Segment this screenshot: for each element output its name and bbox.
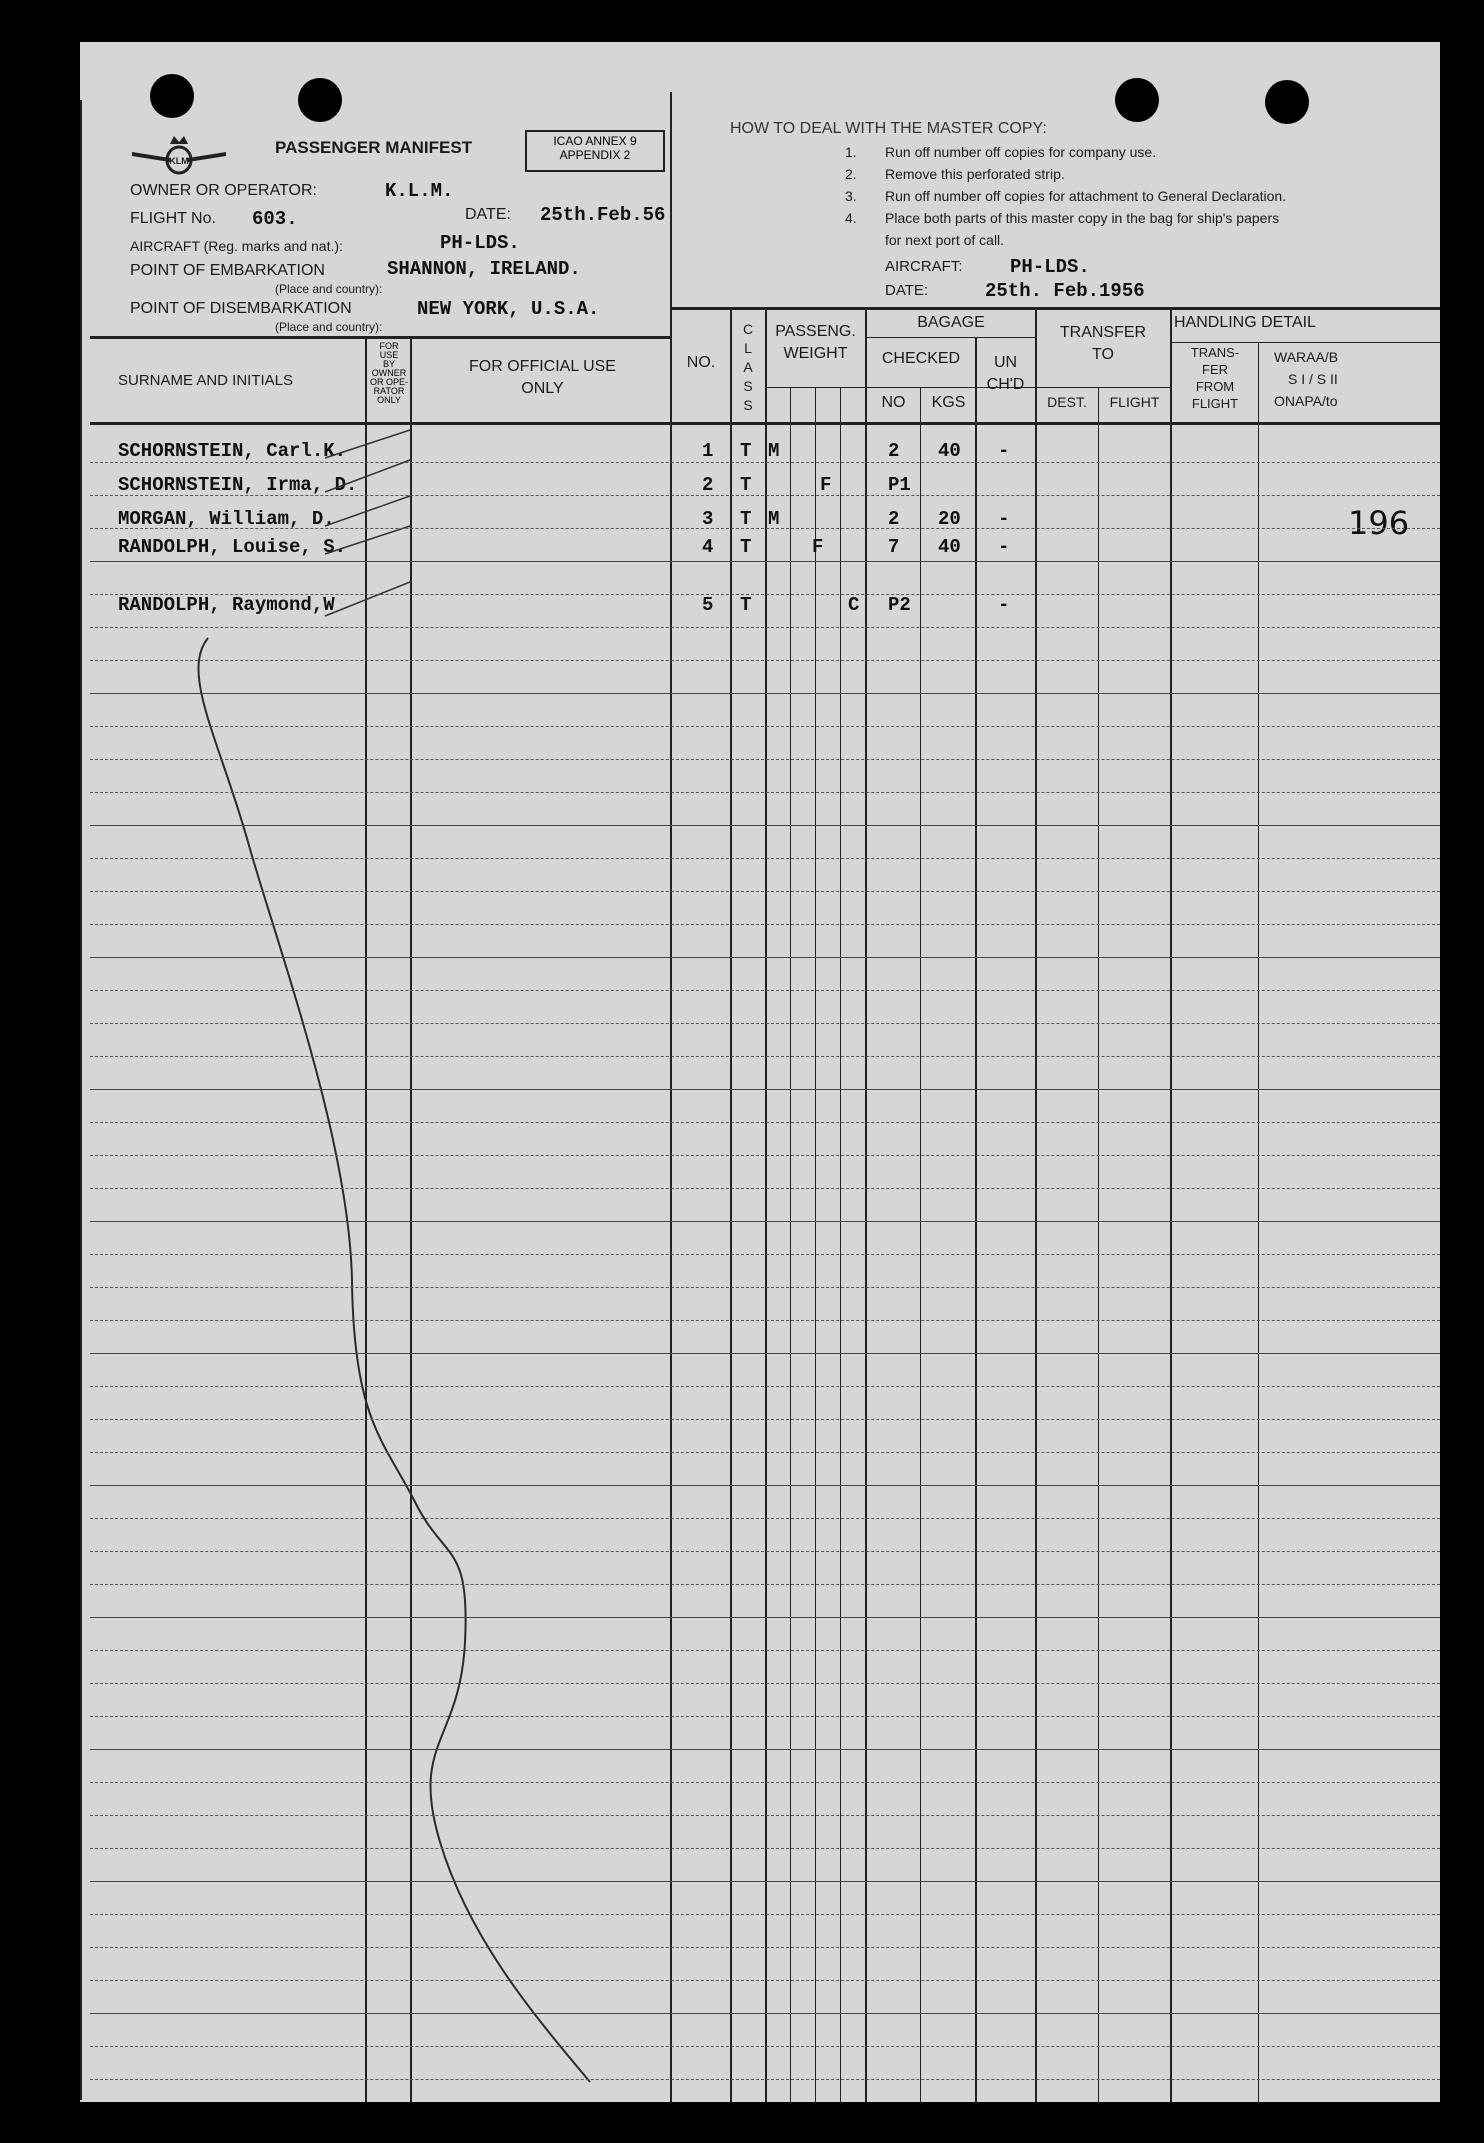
passenger-weight-m: M xyxy=(768,440,780,462)
rule-line xyxy=(90,1782,1440,1783)
rule-line xyxy=(90,1617,1440,1618)
instructions-heading: HOW TO DEAL WITH THE MASTER COPY: xyxy=(730,120,1047,137)
col-waraa-3: ONAPA/to xyxy=(1274,393,1338,409)
rule-line xyxy=(90,891,1440,892)
passenger-no: 3 xyxy=(702,508,714,530)
disembark-label: POINT OF DISEMBARKATION xyxy=(130,300,352,317)
owner-label: OWNER OR OPERATOR: xyxy=(130,182,317,199)
passenger-kgs: 20 xyxy=(938,508,961,530)
rule-line xyxy=(90,1155,1440,1156)
col-official-2: ONLY xyxy=(521,380,564,397)
col-waraa-2: S I / S II xyxy=(1288,371,1338,387)
rule-line xyxy=(90,462,1440,463)
col-flight: FLIGHT xyxy=(1109,394,1160,410)
flight-value: 603. xyxy=(252,208,298,230)
col-foruse-5: RATOR xyxy=(373,386,405,396)
embark-place-note: (Place and country): xyxy=(275,282,383,296)
passenger-unchd: - xyxy=(998,536,1010,558)
rule-line xyxy=(90,1221,1440,1222)
rule-line xyxy=(90,1881,1440,1882)
col-passeng: PASSENG. xyxy=(775,323,856,340)
manifest-sheet xyxy=(80,42,1440,2102)
rule-line xyxy=(90,1650,1440,1651)
rule-line xyxy=(90,1815,1440,1816)
col-unchd-1: UN xyxy=(993,354,1018,371)
rule-line xyxy=(90,495,1440,496)
passenger-bag-no: 2 xyxy=(888,508,900,530)
instruction-text-3: Run off number off copies for attachment to General Declaration. xyxy=(885,188,1287,204)
rule-line xyxy=(90,825,1440,826)
col-foruse-4: OR OPE- xyxy=(370,377,409,387)
owner-value: K.L.M. xyxy=(385,180,454,202)
passenger-weight-c: C xyxy=(848,594,860,616)
col-class-l: L xyxy=(744,340,752,356)
rule-line xyxy=(90,528,1440,529)
rule-line xyxy=(90,2013,1440,2014)
passenger-class: T xyxy=(740,508,752,530)
rule-line xyxy=(90,957,1440,958)
rule-line xyxy=(90,1485,1440,1486)
instruction-text-4-cont: for next port of call. xyxy=(885,232,1005,248)
col-unchd-2: CH'D xyxy=(986,376,1025,393)
rule-line xyxy=(90,1749,1440,1750)
flight-label: FLIGHT No. xyxy=(130,210,216,227)
rule-line xyxy=(90,2046,1440,2047)
aircraft-value: PH-LDS. xyxy=(440,232,520,254)
passenger-name: SCHORNSTEIN, Irma, D. xyxy=(118,474,358,496)
instruction-text-4: Place both parts of this master copy in the bag for ship's papers xyxy=(885,210,1280,226)
rule-line xyxy=(90,1188,1440,1189)
instr-aircraft-value: PH-LDS. xyxy=(1010,256,1090,278)
rule-line xyxy=(90,1518,1440,1519)
rule-line xyxy=(90,693,1440,694)
passenger-unchd: - xyxy=(998,508,1010,530)
rule-line xyxy=(90,594,1440,595)
passenger-unchd: - xyxy=(998,440,1010,462)
instr-date-value: 25th. Feb.1956 xyxy=(985,280,1145,302)
icao-line1: ICAO ANNEX 9 xyxy=(553,134,637,148)
col-foruse-6: ONLY xyxy=(377,395,401,405)
passenger-no: 2 xyxy=(702,474,714,496)
col-checked: CHECKED xyxy=(881,350,961,367)
instruction-num-3: 3. xyxy=(845,188,857,204)
disembark-value: NEW YORK, U.S.A. xyxy=(417,298,600,320)
passenger-bag-no: P2 xyxy=(888,594,911,616)
rule-line xyxy=(90,1056,1440,1057)
rule-line xyxy=(90,1848,1440,1849)
col-bagage: BAGAGE xyxy=(917,314,985,331)
col-class-s2: S xyxy=(743,397,753,413)
passenger-no: 5 xyxy=(702,594,714,616)
col-to: TO xyxy=(1092,346,1114,363)
passenger-kgs: 40 xyxy=(938,536,961,558)
rule-line xyxy=(90,1023,1440,1024)
passenger-no: 4 xyxy=(702,536,714,558)
rule-line xyxy=(90,1122,1440,1123)
passenger-name: RANDOLPH, Raymond,W xyxy=(118,594,335,616)
date-value: 25th.Feb.56 xyxy=(540,204,666,226)
pen-mark xyxy=(80,42,1440,2102)
passenger-class: T xyxy=(740,594,752,616)
col-official-1: FOR OFFICIAL USE xyxy=(469,358,616,375)
svg-text:KLM: KLM xyxy=(169,156,189,166)
passenger-bag-no: 2 xyxy=(888,440,900,462)
instruction-num-1: 1. xyxy=(845,144,857,160)
rule-line xyxy=(90,1254,1440,1255)
passenger-class: T xyxy=(740,440,752,462)
rule-line xyxy=(90,561,1440,562)
col-class-c: C xyxy=(742,321,754,337)
rule-line xyxy=(90,924,1440,925)
col-waraa-1: WARAA/B xyxy=(1274,349,1339,365)
col-bag-no: NO xyxy=(881,394,906,411)
rule-line xyxy=(90,792,1440,793)
rule-line xyxy=(90,858,1440,859)
embark-label: POINT OF EMBARKATION xyxy=(130,262,325,279)
passenger-weight-f: F xyxy=(812,536,824,558)
rule-line xyxy=(90,1551,1440,1552)
col-foruse-2: BY xyxy=(382,359,395,369)
instruction-num-4: 4. xyxy=(845,210,857,226)
disembark-place-note: (Place and country): xyxy=(275,320,383,334)
rule-line xyxy=(90,1089,1440,1090)
instruction-text-1: Run off number off copies for company use. xyxy=(885,144,1157,160)
col-transfrom-2: FER xyxy=(1202,362,1228,377)
col-surname: SURNAME AND INITIALS xyxy=(118,372,294,389)
passenger-name: SCHORNSTEIN, Carl.K. xyxy=(118,440,347,462)
rule-line xyxy=(90,1386,1440,1387)
passenger-no: 1 xyxy=(702,440,714,462)
passenger-bag-no: 7 xyxy=(888,536,900,558)
col-no: NO. xyxy=(686,354,716,371)
col-transfrom-4: FLIGHT xyxy=(1191,396,1239,411)
col-kgs: KGS xyxy=(931,394,966,411)
instr-aircraft-label: AIRCRAFT: xyxy=(885,258,963,275)
col-weight: WEIGHT xyxy=(783,345,848,362)
rule-line xyxy=(90,759,1440,760)
instruction-num-2: 2. xyxy=(845,166,857,182)
passenger-unchd: - xyxy=(998,594,1010,616)
rule-line xyxy=(90,990,1440,991)
rule-line xyxy=(90,1914,1440,1915)
passenger-name: MORGAN, William, D. xyxy=(118,508,335,530)
rule-line xyxy=(90,1353,1440,1354)
col-transfrom-3: FROM xyxy=(1195,379,1235,394)
rule-line xyxy=(90,1320,1440,1321)
col-foruse-3: OWNER xyxy=(371,368,407,378)
col-foruse-1: FOR USE xyxy=(379,341,399,360)
rule-line xyxy=(90,1683,1440,1684)
rule-line xyxy=(90,627,1440,628)
rule-line xyxy=(90,1947,1440,1948)
col-class-s1: S xyxy=(743,378,753,394)
passenger-weight-f: F xyxy=(820,474,832,496)
rule-line xyxy=(90,1419,1440,1420)
rule-line xyxy=(90,1452,1440,1453)
rule-line xyxy=(90,1584,1440,1585)
col-dest: DEST. xyxy=(1047,394,1087,410)
col-handling: HANDLING DETAIL xyxy=(1174,314,1316,331)
rule-line xyxy=(90,1287,1440,1288)
col-transfrom-1: TRANS- xyxy=(1190,345,1240,360)
rule-line xyxy=(90,1716,1440,1717)
col-transfer: TRANSFER xyxy=(1059,324,1147,341)
page-title: PASSENGER MANIFEST xyxy=(275,138,473,157)
passenger-kgs: 40 xyxy=(938,440,961,462)
stamp-number: 196 xyxy=(1348,504,1410,542)
rule-line xyxy=(90,1980,1440,1981)
embark-value: SHANNON, IRELAND. xyxy=(387,258,581,280)
passenger-bag-no: P1 xyxy=(888,474,911,496)
date-label: DATE: xyxy=(465,206,511,223)
icao-line2: APPENDIX 2 xyxy=(559,148,631,162)
passenger-class: T xyxy=(740,536,752,558)
rule-line xyxy=(90,2079,1440,2080)
passenger-name: RANDOLPH, Louise, S. xyxy=(118,536,347,558)
passenger-weight-m: M xyxy=(768,508,780,530)
col-class-a: A xyxy=(743,359,753,375)
passenger-class: T xyxy=(740,474,752,496)
instruction-text-2: Remove this perforated strip. xyxy=(885,166,1065,182)
instr-date-label: DATE: xyxy=(885,282,929,299)
rule-line xyxy=(90,660,1440,661)
rule-line xyxy=(90,726,1440,727)
aircraft-label: AIRCRAFT (Reg. marks and nat.): xyxy=(130,238,343,254)
